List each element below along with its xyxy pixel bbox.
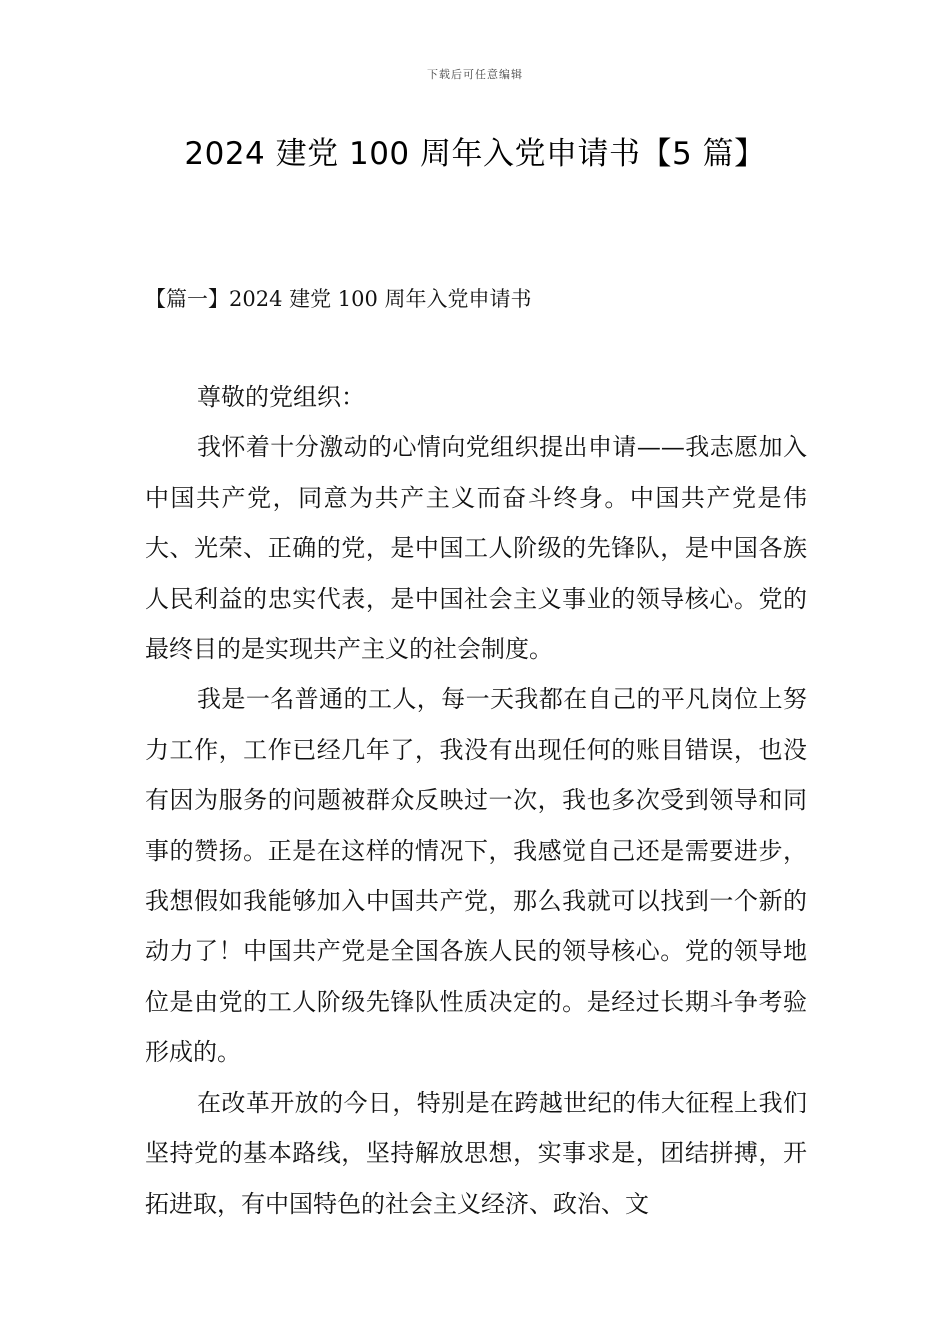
letter-body	[145, 372, 807, 1229]
letter-salutation: 尊敬的党组织：	[197, 383, 365, 411]
letter-paragraph: 在改革开放的今日，特别是在跨越世纪的伟大征程上我们坚持党的基本路线，坚持解放思想，实事求是，团结拼搏，开拓进取，有中国特色的社会主义经济、政治、文	[145, 1088, 807, 1218]
letter-paragraph: 我是一名普通的工人，每一天我都在自己的平凡岗位上努力工作，工作已经几年了，我没有出现任何的账目错误，也没有因为服务的问题被群众反映过一次，我也多次受到领导和同事的赞扬。正是在这样的情况下，我感觉自己还是需要进步，我想假如我能够加入中国共产党，那么我就可以找到一个新的动力了！中国共产党是全国各族人民的领导核心。党的领导地位是由党的工人阶级先锋队性质决定的。是经过长期斗争考验形成的。	[145, 685, 807, 1067]
section-heading: 【篇一】2024 建党 100 周年入党申请书	[145, 287, 532, 311]
document-title: 2024 建党 100 周年入党申请书【5 篇】	[184, 136, 766, 172]
letter-paragraph: 我怀着十分激动的心情向党组织提出申请——我志愿加入中国共产党，同意为共产主义而奋斗终身。中国共产党是伟大、光荣、正确的党，是中国工人阶级的先锋队，是中国各族人民利益的忠实代表，是中国社会主义事业的领导核心。党的最终目的是实现共产主义的社会制度。	[145, 433, 807, 664]
header-note: 下载后可任意编辑	[427, 68, 523, 81]
